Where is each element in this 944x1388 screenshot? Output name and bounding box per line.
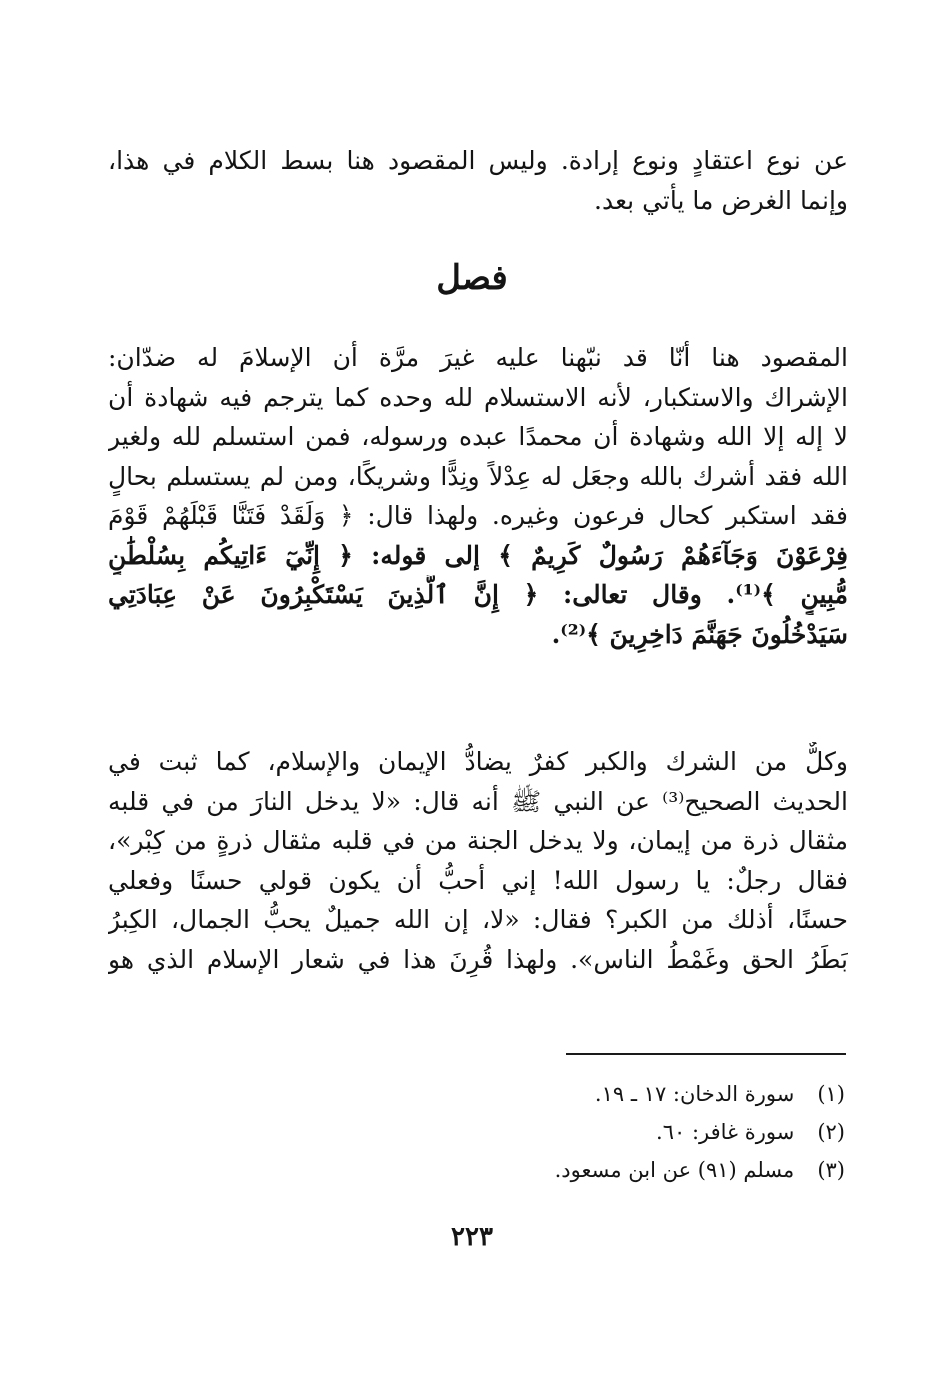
text-line: بَطَرُ الحق وغَمْطُ الناس». ولهذا قُرِنَ هذا في شعار الإسلام الذي هو	[108, 944, 848, 974]
text-line: فقد استكبر كحال فرعون وغيره. ولهذا قال: ﴿ وَلَقَدْ فَتَنَّا قَبْلَهُمْ قَوْمَ	[108, 501, 848, 530]
text-line: حسنًا، أذلك من الكبر؟ فقال: «لا، إن الله جميلٌ يحبُّ الجمال، الكِبرُ	[108, 905, 848, 934]
footnote-text: سورة غافر: ٦٠.	[656, 1120, 795, 1144]
text-line: فقال رجلٌ: يا رسول الله! إني أحبُّ أن يكون قولي حسنًا وفعلي	[108, 865, 848, 895]
footnote-item	[300, 1151, 845, 1189]
quran-line: مُّبِينٍ ﴾⁽¹⁾. وقال تعالى: ﴿ إِنَّ ٱلَّذِينَ يَسْتَكْبِرُونَ عَنْ عِبَادَتِي	[108, 580, 848, 609]
footnote-number: (٣)	[817, 1158, 845, 1182]
section-heading: فصل	[436, 258, 508, 298]
text-line: لا إله إلا الله وشهادة أن محمدًا عبده ورسوله، فمن استسلم لله ولغير	[108, 422, 848, 451]
footnote-divider	[566, 1053, 846, 1055]
paragraph-two	[108, 742, 848, 979]
text-line: المقصود هنا أنّا قد نبّهنا عليه غيرَ مرَّة أن الإسلامَ له ضدّان:	[108, 343, 848, 372]
paragraph-one	[108, 338, 848, 654]
text-line: الله فقد أشرك بالله وجعَل له عِدْلاً ونِدًّا وشريكًا، ومن لم يستسلم بحالٍ	[108, 461, 848, 491]
intro-paragraph	[108, 141, 848, 220]
footnote-number: (٢)	[817, 1120, 845, 1144]
quran-line: فِرْعَوْنَ وَجَآءَهُمْ رَسُولٌ كَرِيمٌ ﴾ إلى قوله: ﴿ إِنِّيٓ ءَاتِيكُم بِسُلْطَٰنٍ	[108, 540, 848, 570]
text-line: مثقال ذرة من إيمان، ولا يدخل الجنة من في قلبه مثقال ذرةٍ من كِبْر»،	[108, 826, 848, 855]
footnote-text: سورة الدخان: ١٧ ـ ١٩.	[594, 1082, 795, 1106]
footnote-text: مسلم (٩١) عن ابن مسعود.	[554, 1158, 795, 1182]
text-line: الحديث الصحيح⁽³⁾ عن النبي ﷺ أنه قال: «لا يدخل النارَ من في قلبه	[108, 786, 848, 816]
text-line: وإنما الغرض ما يأتي بعد.	[594, 185, 848, 215]
text-line: الإشراك والاستكبار، لأنه الاستسلام لله وحده كما يترجم فيه شهادة أن	[108, 382, 848, 412]
text-line: وكلٌّ من الشرك والكبر كفرٌ يضادُّ الإيمان والإسلام، كما ثبت في	[108, 747, 848, 776]
footnote-item	[300, 1075, 845, 1113]
quran-line: سَيَدْخُلُونَ جَهَنَّمَ دَاخِرِينَ ﴾⁽²⁾.	[551, 619, 848, 649]
footnote-number: (١)	[817, 1082, 845, 1106]
footnotes-list	[300, 1075, 845, 1189]
footnote-item	[300, 1113, 845, 1151]
text-line: عن نوع اعتقادٍ ونوع إرادة. وليس المقصود هنا بسط الكلام في هذا،	[108, 146, 848, 175]
page-number: ٢٢٣	[451, 1222, 493, 1252]
